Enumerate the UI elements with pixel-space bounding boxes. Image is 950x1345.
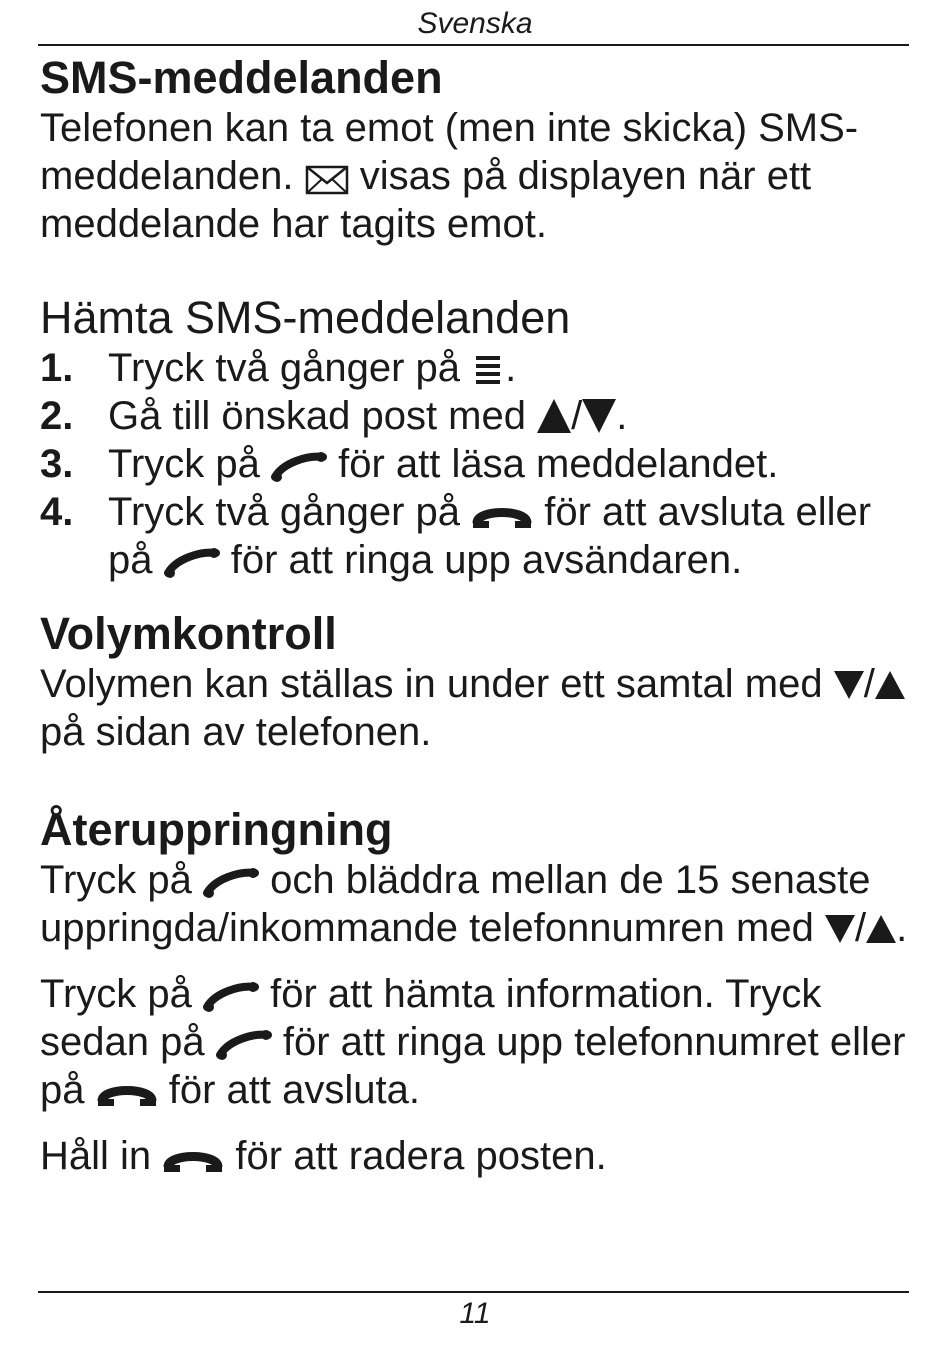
arrow-up-icon: [875, 671, 905, 699]
arrow-down-icon: [582, 399, 616, 433]
step-text-end: för att läsa meddelandet.: [338, 442, 779, 486]
list-item: [40, 488, 920, 584]
volume-text: Volymen kan ställas in under ett samtal med / på sidan av telefonen.: [40, 660, 920, 756]
arrow-up-icon: [537, 399, 571, 433]
call-icon: [203, 867, 259, 899]
fetch-heading: Hämta SMS-meddelanden: [40, 292, 571, 343]
step-text: Gå till önskad post med: [108, 394, 526, 438]
list-item: [40, 440, 920, 488]
call-icon: [164, 547, 220, 579]
end-call-icon: [162, 1145, 224, 1175]
end-call-icon: [471, 501, 533, 531]
redial-p2-text-1: Tryck på: [40, 972, 192, 1016]
redial-p1-text-2: och bläddra mellan de 15 senaste uppringda/inkommande telefonnumren med: [40, 858, 871, 950]
step-number: 1.: [40, 346, 74, 390]
redial-p3-text-1: Håll in: [40, 1134, 152, 1178]
step-text: Tryck på: [108, 442, 260, 486]
volume-heading: Volymkontroll: [40, 608, 337, 659]
redial-p2-text-3: för att ringa upp telefonnumret eller på: [40, 1020, 906, 1112]
sms-intro-text-1: Telefonen kan ta emot (men inte skicka) SMS-meddelanden.: [40, 106, 859, 198]
call-icon: [271, 451, 327, 483]
redial-paragraph-1: Tryck på och bläddra mellan de 15 senaste uppringda/inkommande telefonnumren med / .: [40, 858, 908, 950]
redial-p1-text-1: Tryck på: [40, 858, 192, 902]
redial-paragraph-2: [40, 970, 920, 1114]
fetch-steps: [40, 344, 920, 584]
page-number: 11: [459, 1297, 491, 1330]
step-text: Tryck två gånger på: [108, 346, 461, 390]
menu-icon: [471, 353, 505, 387]
redial-p3-text-2: för att radera posten.: [235, 1134, 607, 1178]
end-call-icon: [96, 1079, 158, 1109]
redial-paragraph-3: [40, 1132, 920, 1180]
redial-p2-text-2: för att hämta information. Tryck sedan på: [40, 972, 822, 1064]
sms-intro-text-2: visas på displayen när ett meddelande har tagits emot.: [40, 154, 812, 246]
step-text-end: .: [505, 346, 517, 390]
arrow-down-icon: [834, 671, 864, 699]
call-icon: [203, 981, 259, 1013]
redial-p1-text-3: .: [896, 906, 908, 950]
step-number: 4.: [40, 490, 74, 534]
sms-intro: [40, 104, 920, 248]
page-content: [40, 52, 920, 1180]
step-text-end: .: [616, 394, 628, 438]
redial-p2-text-4: för att avsluta.: [168, 1068, 420, 1112]
arrow-down-icon: [825, 915, 855, 943]
call-icon: [216, 1029, 272, 1061]
volume-text-1: Volymen kan ställas in under ett samtal med: [40, 662, 823, 706]
list-item: [40, 344, 920, 392]
step-number: 3.: [40, 442, 74, 486]
sms-heading: SMS-meddelanden: [40, 52, 443, 103]
step-text-mid: för att avsluta eller på: [108, 490, 872, 582]
step-number: 2.: [40, 394, 74, 438]
list-item: 2. Gå till önskad post med / .: [40, 394, 628, 438]
step-text-end: för att ringa upp avsändaren.: [230, 538, 743, 582]
footer-rule: [38, 1291, 909, 1293]
header-rule: [38, 44, 909, 46]
envelope-icon: [305, 165, 349, 195]
arrow-up-icon: [866, 915, 896, 943]
volume-text-2: på sidan av telefonen.: [40, 710, 432, 754]
header-language: Svenska: [417, 7, 533, 40]
redial-heading: Återuppringning: [40, 804, 393, 855]
step-text: Tryck två gånger på: [108, 490, 461, 534]
